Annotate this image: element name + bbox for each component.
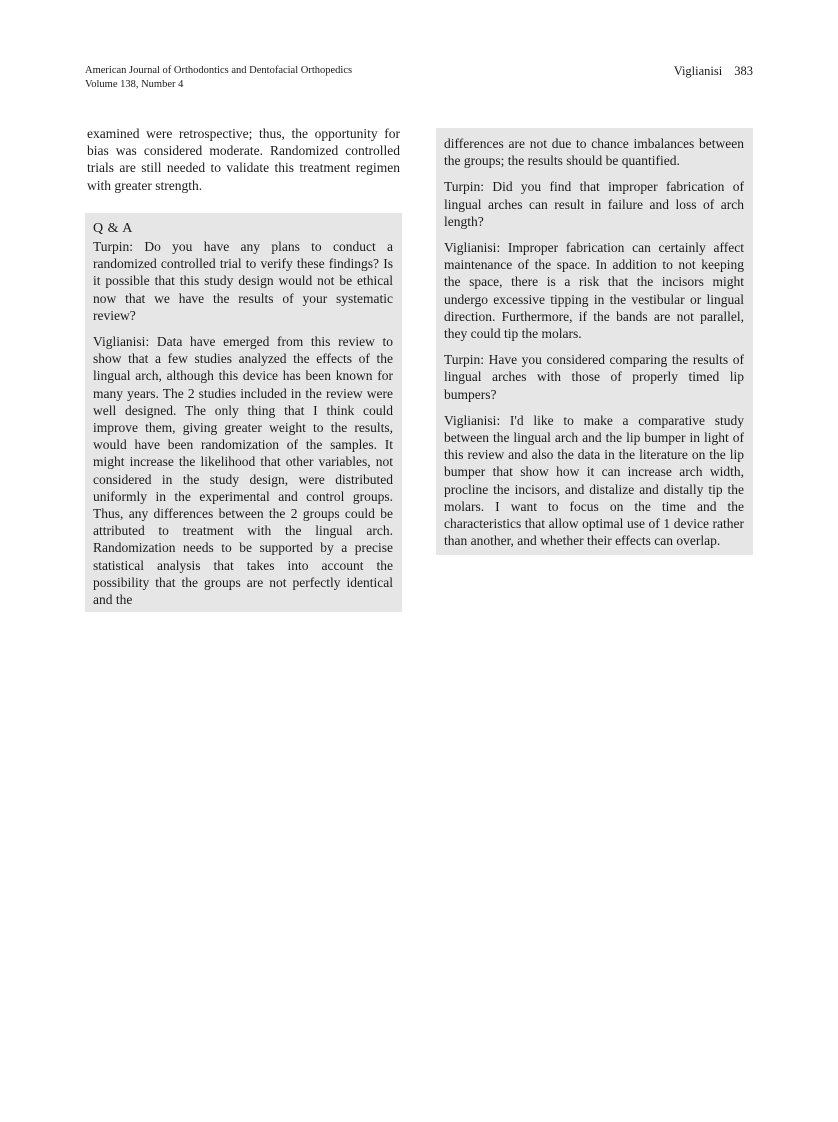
qa-title: Q & A	[93, 220, 133, 236]
qa-paragraph: Turpin: Did you find that improper fabrication of lingual arches can result in failure and loss of arch length?	[444, 179, 744, 229]
qa-box-continued	[436, 128, 753, 555]
qa-paragraph: Viglianisi: Data have emerged from this review to show that a few studies analyzed the effects of the lingual arch, although this device has been known for many years. The 2 studies included in the review were well designed. The only thing that I think could improve them, giving greater weight to the results, would have been randomization of the samples. It might increase the likelihood that other variables, not considered in the study design, were distributed uniformly in the experimental and control groups. Thus, any differences between the 2 groups could be attributed to treatment with the lingual arch. Randomization needs to be supported by a precise statistical analysis that takes into account the possibility that the groups are not perfectly identical and the	[93, 334, 393, 608]
journal-title: American Journal of Orthodontics and Dentofacial Orthopedics	[85, 65, 353, 76]
qa-paragraph: Turpin: Have you considered comparing the results of lingual arches with those of properly timed lip bumpers?	[444, 352, 744, 402]
running-head	[85, 64, 753, 94]
qa-paragraph: Viglianisi: I'd like to make a comparative study between the lingual arch and the lip bumper in light of this review and also the data in the literature on the lip bumper that show how it can increase arch width, procline the incisors, and distalize and distally tip the molars. I want to focus on the time and the characteristics that allow optimal use of 1 device rather than another, and whether their effects can overlap.	[444, 412, 744, 549]
left-column	[85, 125, 402, 612]
journal-volume: Volume 138, Number 4	[85, 79, 184, 90]
qa-paragraph: differences are not due to chance imbalances between the groups; the results should be quantified.	[444, 136, 744, 169]
intro-paragraph: examined were retrospective; thus, the opportunity for bias was considered moderate. Randomized controlled trials are still needed to validate this treatment regimen with greater strength.	[87, 126, 400, 193]
qa-paragraph: Viglianisi: Improper fabrication can certainly affect maintenance of the space. In addition to not keeping the space, there is a risk that the incisors might undergo excessive tipping in the vestibular or lingual direction. Furthermore, if the bands are not parallel, they could tip the molars.	[444, 240, 744, 342]
page-number: 383	[734, 64, 753, 78]
qa-paragraph: Turpin: Do you have any plans to conduct a randomized controlled trial to verify these findings? Is it possible that this study design would not be ethical now that we have the results of your systematic review?	[93, 239, 393, 323]
body-text	[85, 125, 402, 194]
author-page	[674, 64, 753, 78]
right-column	[436, 128, 753, 555]
qa-box	[85, 213, 402, 612]
running-author: Viglianisi	[673, 64, 723, 78]
journal-info	[85, 64, 352, 92]
